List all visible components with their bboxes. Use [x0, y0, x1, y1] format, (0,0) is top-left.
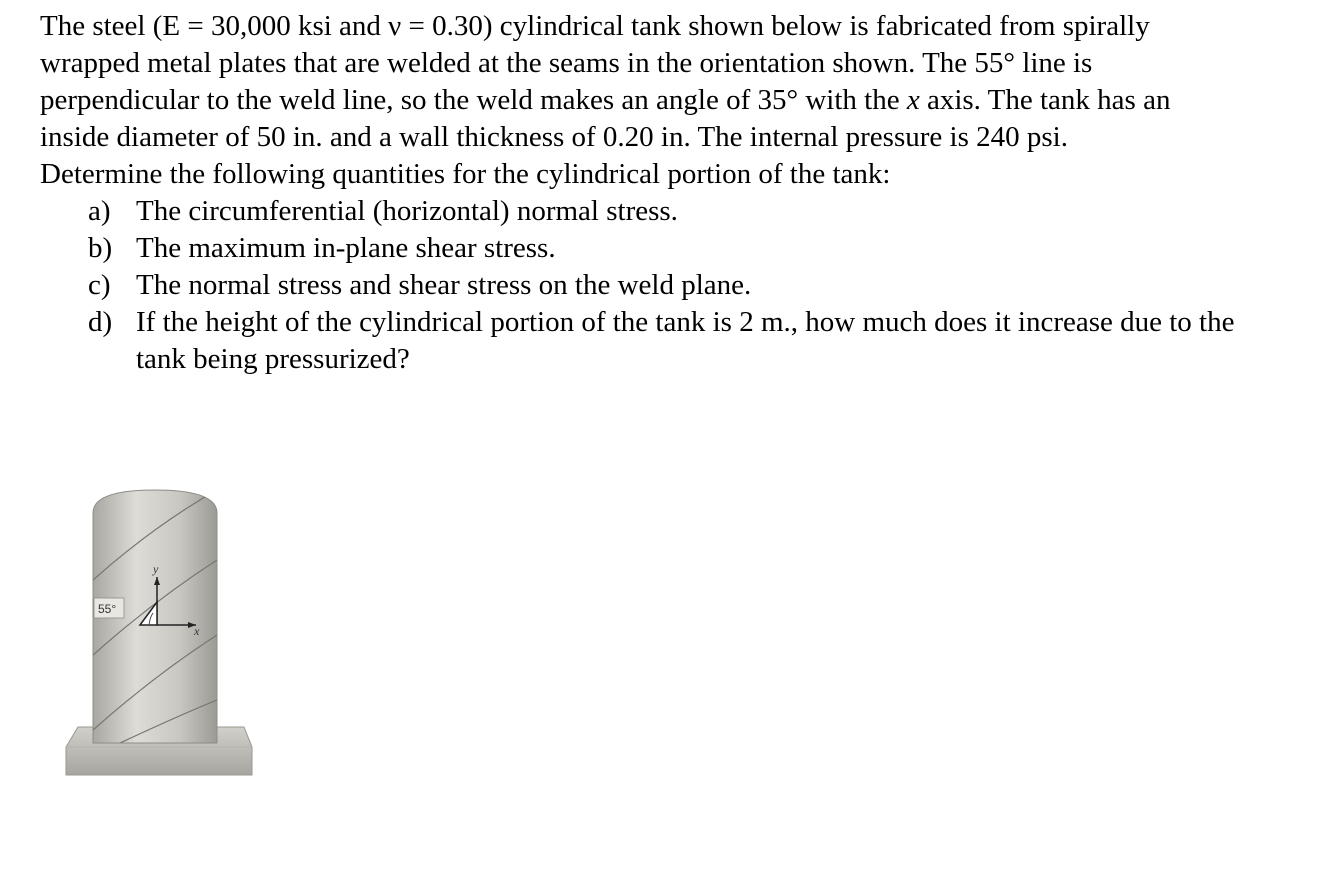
angle-label: 55° — [98, 602, 117, 616]
question-letter: a) — [88, 195, 111, 227]
problem-prompt: Determine the following quantities for the cylindrical portion of the tank: — [40, 158, 891, 190]
tank-illustration — [60, 485, 260, 780]
question-a — [40, 193, 1240, 230]
question-list — [40, 193, 1240, 378]
question-letter: d) — [88, 306, 113, 338]
problem-statement — [40, 8, 1240, 378]
question-text: The normal stress and shear stress on the weld plane. — [136, 269, 752, 301]
question-letter: b) — [88, 232, 113, 264]
y-axis-label: y — [153, 562, 159, 576]
problem-intro — [40, 8, 1240, 156]
question-text: The maximum in-plane shear stress. — [136, 232, 556, 264]
x-axis-label: x — [194, 624, 200, 638]
question-text: If the height of the cylindrical portion of the tank is 2 m., how much does it increase due to the tank being pressurized? — [136, 306, 1235, 375]
question-b — [40, 230, 1240, 267]
question-text: The circumferential (horizontal) normal stress. — [136, 195, 678, 227]
angle-label-tag — [94, 598, 124, 618]
question-letter: c) — [88, 269, 111, 301]
tank-figure — [60, 485, 260, 780]
intro-text-2: axis. The tank has an inside diameter of 50 in. and a wall thickness of 0.20 in. The internal pressure is 240 psi. — [40, 84, 1171, 153]
intro-text-1: The steel (E = 30,000 ksi and ν = 0.30) cylindrical tank shown below is fabricated from spirally wrapped metal plates that are welded at the seams in the orientation shown. The 55° line is perpendicular to the weld line, so the weld makes an angle of 35° with the — [40, 10, 1150, 116]
question-c — [40, 267, 1240, 304]
question-d — [40, 304, 1240, 378]
intro-x-variable: x — [906, 84, 920, 116]
